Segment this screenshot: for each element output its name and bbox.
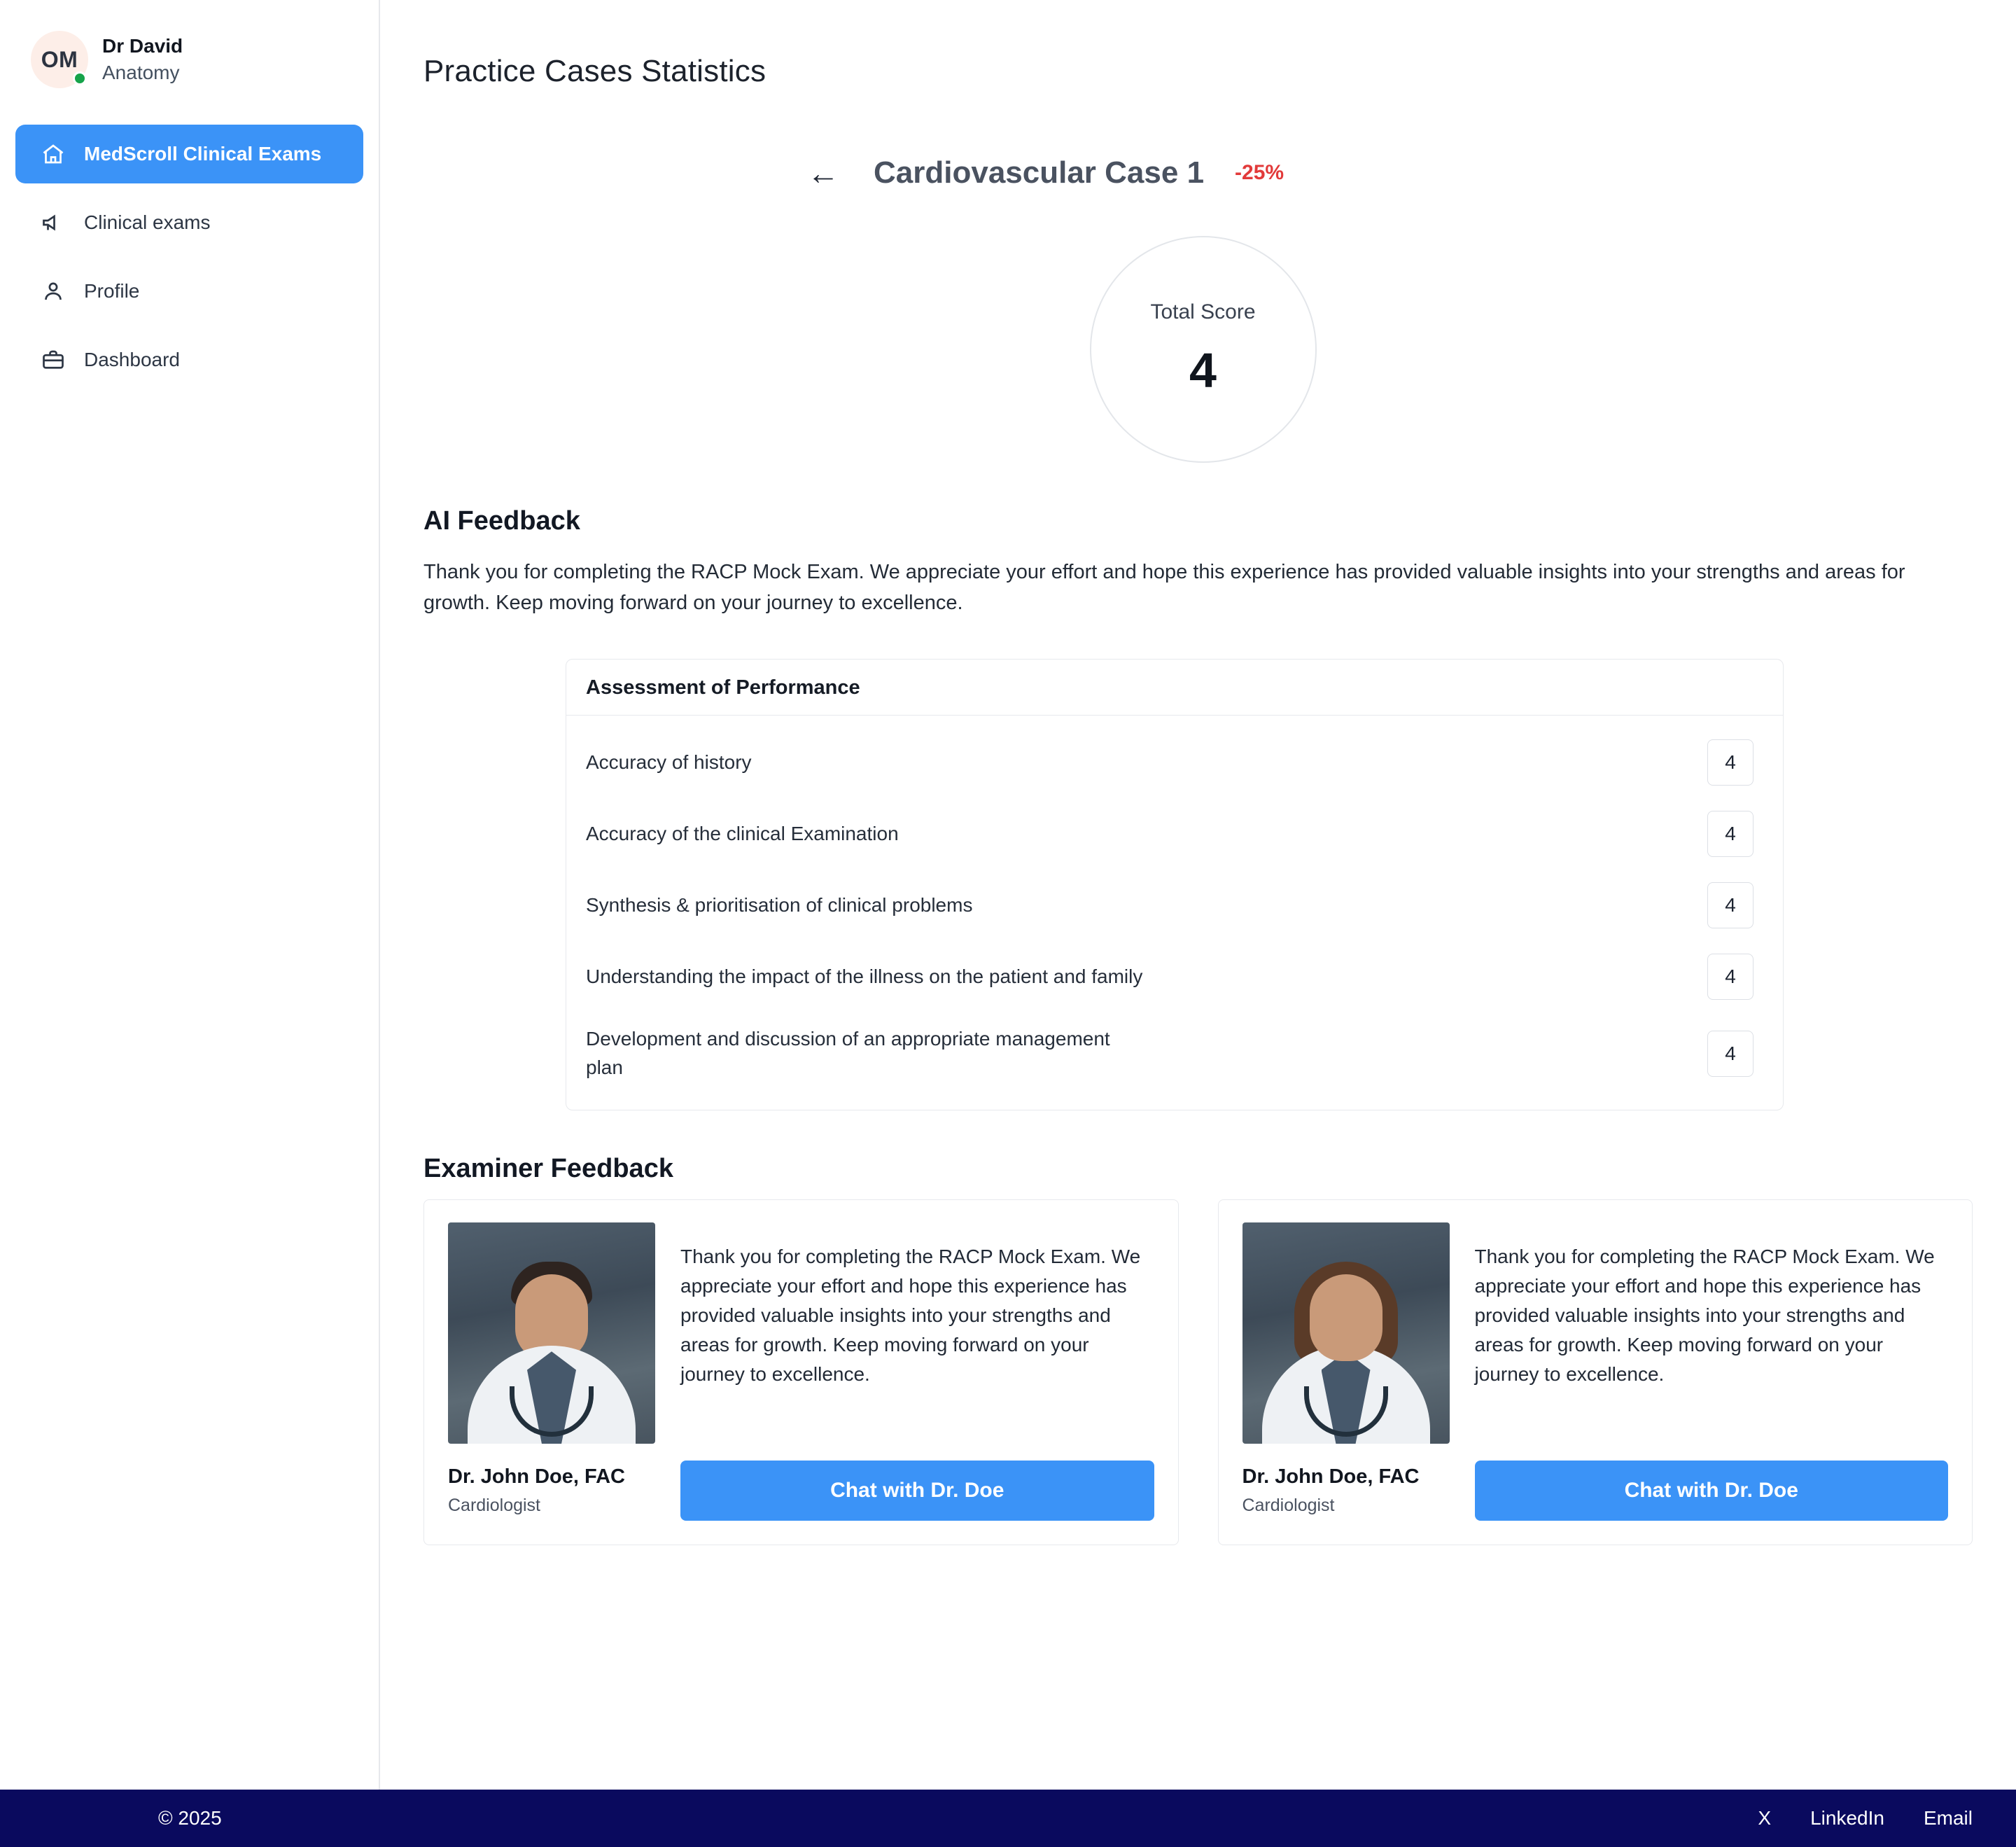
examiner-card-bottom (448, 1461, 1154, 1521)
sidebar-user-block (0, 0, 379, 112)
bottom-spacer (380, 1545, 2016, 1755)
examiner-feedback-section (380, 1154, 2016, 1184)
footer (0, 1790, 2016, 1847)
sidebar-item-label: Dashboard (84, 349, 180, 370)
footer-link-email[interactable]: Email (1923, 1807, 1973, 1829)
examiner-cards (380, 1199, 2016, 1545)
examiner-specialty: Cardiologist (1242, 1496, 1335, 1516)
examiner-card-top (448, 1222, 1154, 1444)
examiner-name: Dr. John Doe, FAC (448, 1465, 625, 1489)
assessment-criterion-label: Development and discussion of an appropriate management plan (586, 1028, 1110, 1078)
user-name: Dr David (102, 35, 183, 57)
examiner-card-bottom (1242, 1461, 1949, 1521)
assessment-criterion-label: Understanding the impact of the illness on the patient and family (586, 965, 1143, 987)
examiner-feedback-text: Thank you for completing the RACP Mock Exam. We appreciate your effort and hope this experience has provided valuable insights into your strengths and areas for growth. Keep moving forward on your journey to excellence. (1474, 1246, 1935, 1386)
briefcase-icon (39, 346, 67, 374)
sidebar-item-medscroll-clinical-exams[interactable] (15, 125, 363, 183)
assessment-score-value: 4 (1707, 882, 1754, 928)
examiner-specialty: Cardiologist (448, 1496, 541, 1516)
assessment-score-value: 4 (1707, 739, 1754, 786)
online-status-dot (73, 71, 87, 85)
sidebar-item-label: Clinical exams (84, 211, 211, 233)
arrow-left-icon[interactable]: ← (807, 154, 839, 191)
total-score-label: Total Score (1150, 300, 1256, 323)
sidebar (0, 0, 380, 1847)
ai-feedback-title: AI Feedback (424, 506, 580, 536)
home-icon (39, 140, 67, 168)
assessment-criterion-label: Accuracy of history (586, 751, 752, 773)
footer-links (1758, 1807, 1973, 1829)
examiner-card (424, 1199, 1179, 1545)
chat-with-examiner-button[interactable]: Chat with Dr. Doe (680, 1461, 1154, 1521)
female-doctor-photo (1242, 1222, 1450, 1444)
total-score-section (380, 236, 2016, 463)
user-meta (102, 34, 183, 84)
assessment-table-header: Assessment of Performance (566, 660, 1783, 716)
avatar (31, 31, 88, 88)
assessment-table-body (566, 716, 1783, 1110)
assessment-score-value: 4 (1707, 954, 1754, 1000)
table-row (566, 798, 1783, 870)
sidebar-item-dashboard[interactable] (15, 330, 363, 389)
table-row (566, 941, 1783, 1012)
examiner-feedback-text: Thank you for completing the RACP Mock Exam. We appreciate your effort and hope this experience has provided valuable insights into your strengths and areas for growth. Keep moving forward on your journey to excellence. (680, 1246, 1141, 1386)
user-role: Anatomy (102, 62, 180, 83)
sidebar-nav (0, 125, 379, 389)
chat-with-examiner-button[interactable]: Chat with Dr. Doe (1475, 1461, 1949, 1521)
examiner-feedback-title: Examiner Feedback (424, 1154, 673, 1184)
assessment-criterion-label: Synthesis & prioritisation of clinical problems (586, 893, 973, 916)
sidebar-item-profile[interactable] (15, 262, 363, 321)
page-title: Practice Cases Statistics (424, 54, 766, 89)
megaphone-icon (39, 209, 67, 237)
total-score-value: 4 (1189, 342, 1217, 398)
ai-feedback-text: Thank you for completing the RACP Mock Exam. We appreciate your effort and hope this experience has provided valuable insights into your strengths and areas for growth. Keep moving forward on your journey to excellence. (424, 560, 1905, 615)
sidebar-item-clinical-exams[interactable] (15, 193, 363, 252)
footer-copyright: © 2025 (158, 1807, 222, 1829)
table-row (566, 1012, 1783, 1094)
main-content (380, 0, 2016, 1847)
assessment-score-value: 4 (1707, 1031, 1754, 1077)
case-title: Cardiovascular Case 1 (874, 155, 1205, 190)
case-delta-badge: -25% (1235, 160, 1284, 184)
sidebar-item-label: Profile (84, 280, 140, 302)
user-icon (39, 277, 67, 305)
footer-link-linkedin[interactable]: LinkedIn (1810, 1807, 1884, 1829)
male-doctor-photo (448, 1222, 655, 1444)
examiner-identity (1242, 1465, 1450, 1516)
assessment-score-value: 4 (1707, 811, 1754, 857)
examiner-card (1218, 1199, 1973, 1545)
ai-feedback-section (380, 506, 2016, 618)
assessment-table (566, 659, 1784, 1110)
case-header (380, 110, 2016, 193)
examiner-card-top (1242, 1222, 1949, 1444)
sidebar-item-label: MedScroll Clinical Exams (84, 143, 322, 165)
table-row (566, 870, 1783, 941)
avatar-initials: OM (31, 31, 88, 88)
examiner-identity (448, 1465, 655, 1516)
examiner-name: Dr. John Doe, FAC (1242, 1465, 1420, 1489)
total-score-circle (1090, 236, 1317, 463)
assessment-criterion-label: Accuracy of the clinical Examination (586, 822, 899, 844)
table-row (566, 727, 1783, 798)
footer-link-x[interactable]: X (1758, 1807, 1772, 1829)
